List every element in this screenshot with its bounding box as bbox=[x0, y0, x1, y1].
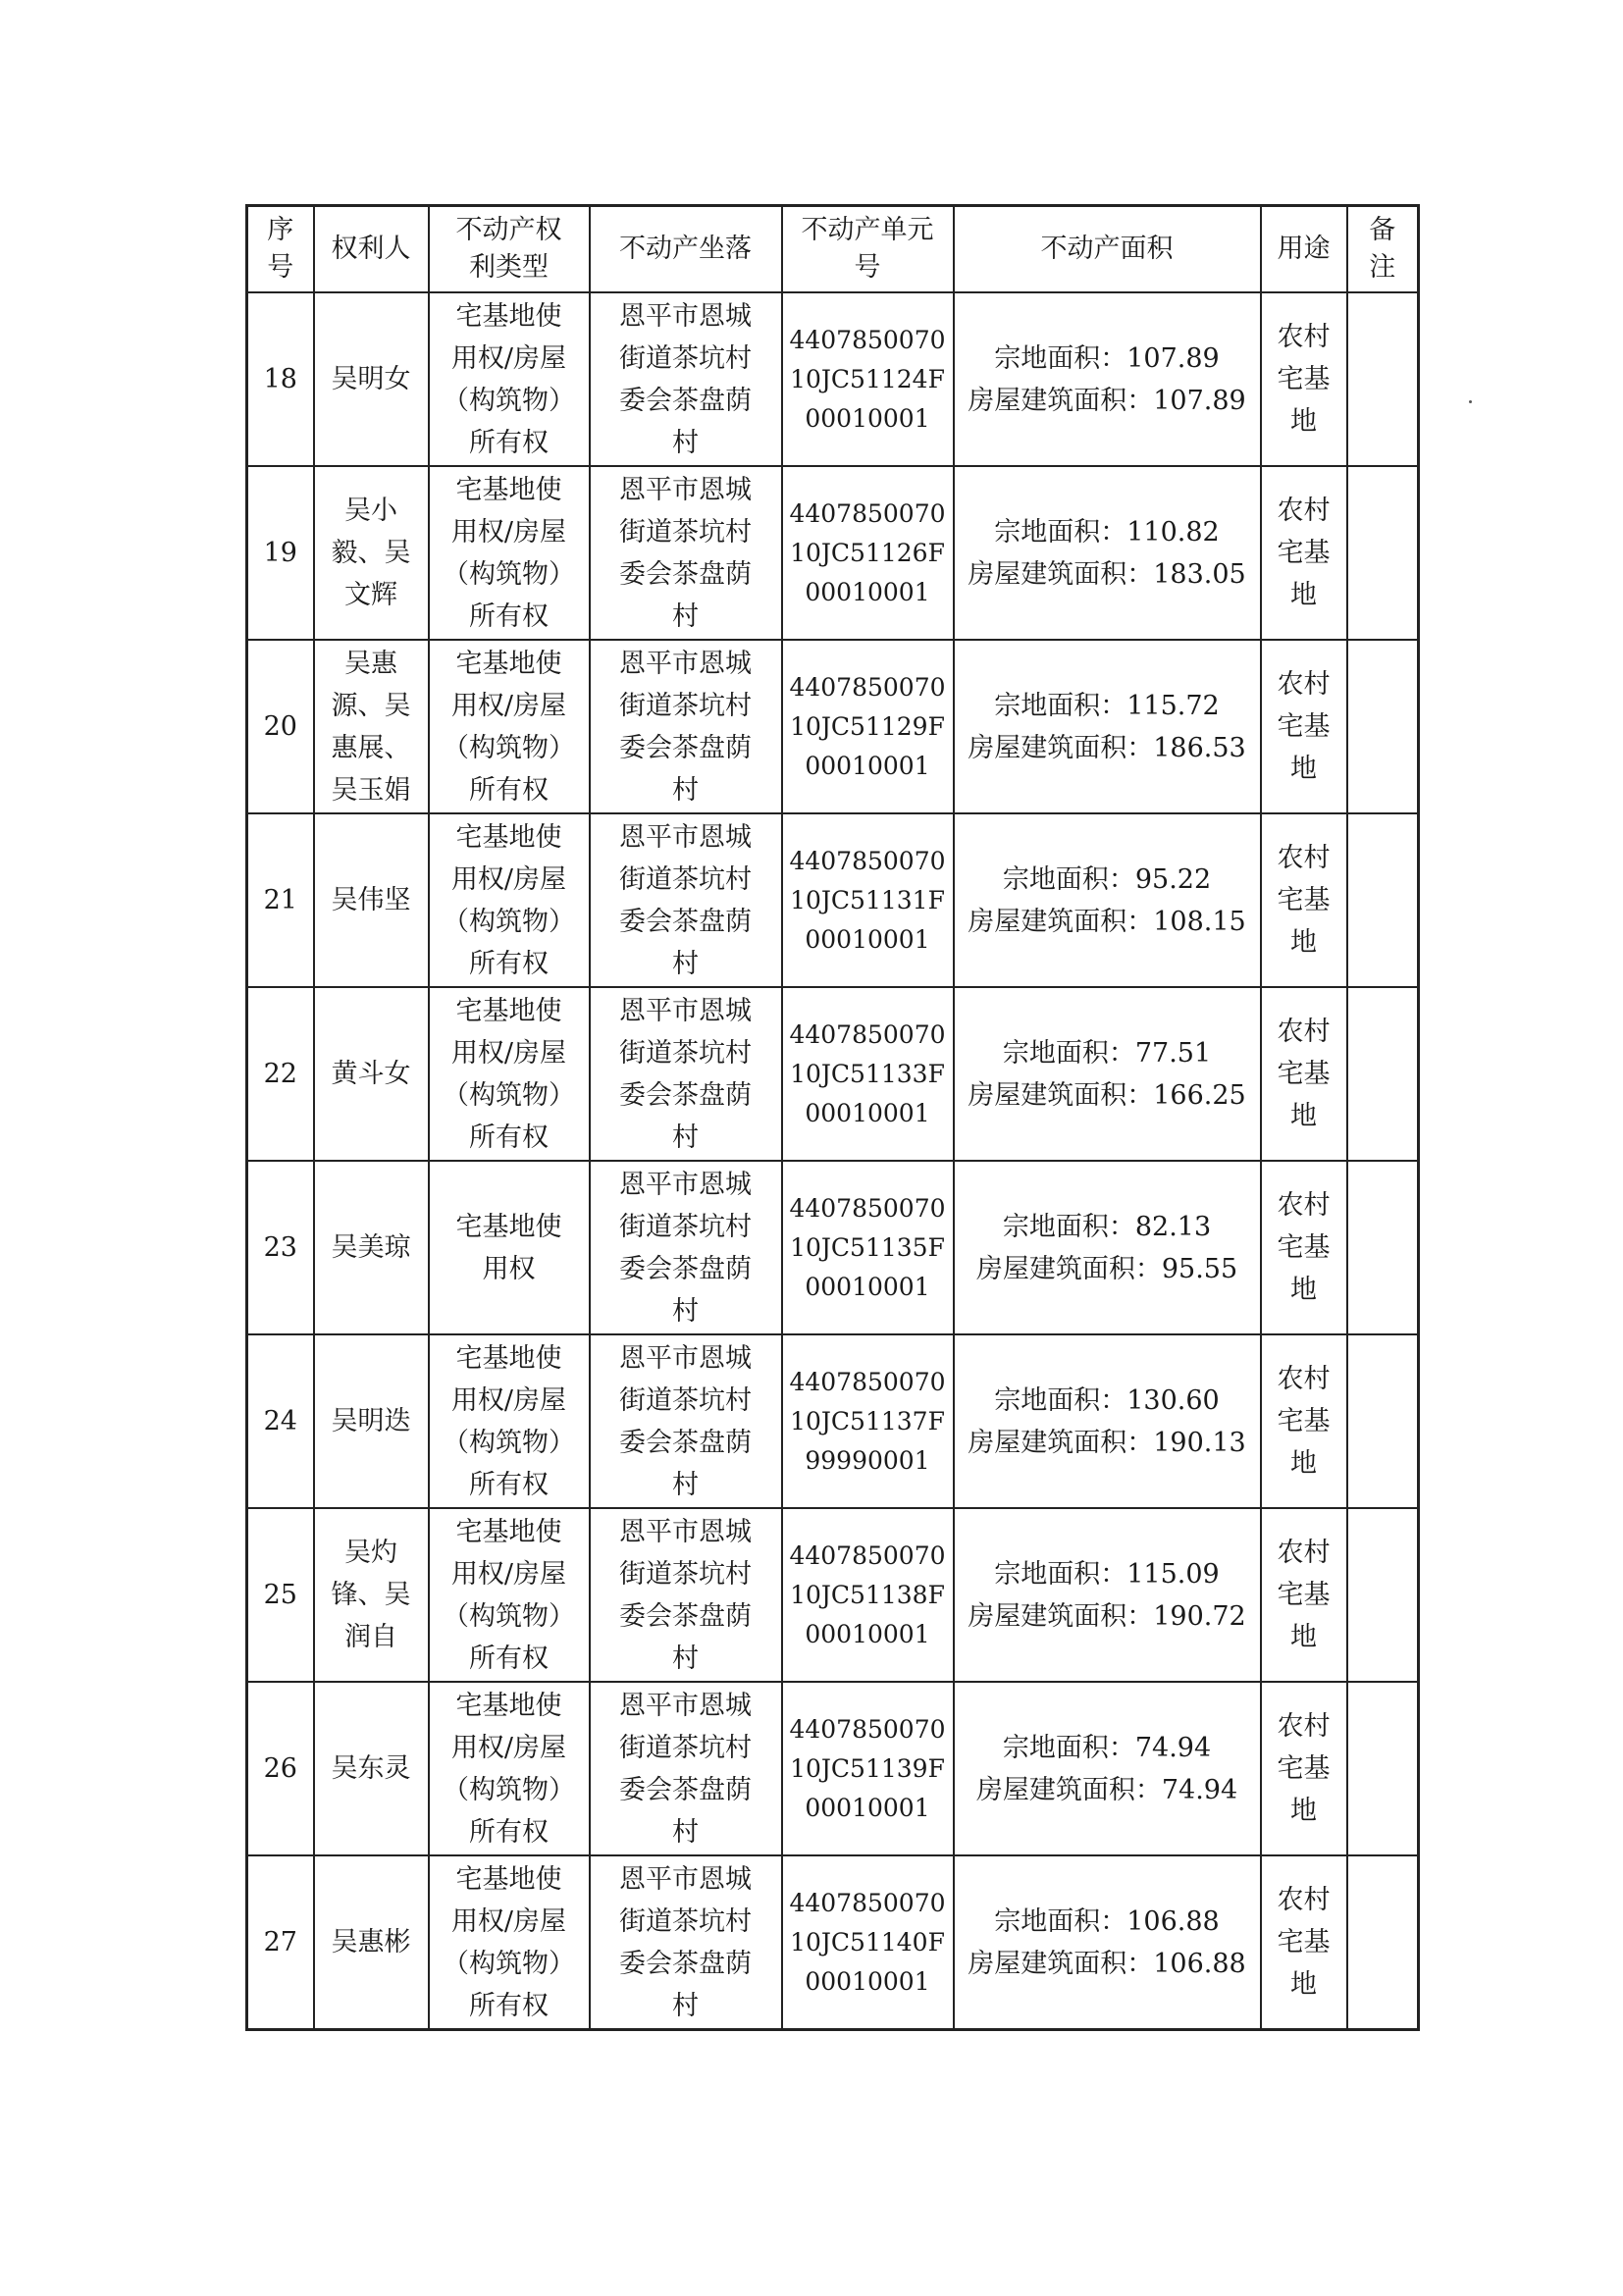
cell-area-line: 宗地面积：115.09 bbox=[994, 1558, 1220, 1590]
cell-location-line: 委会茶盘荫 bbox=[619, 1774, 752, 1805]
cell-unit-no-line: 00010001 bbox=[805, 751, 930, 780]
cell-holder bbox=[314, 813, 429, 987]
cell-location-line: 委会茶盘荫 bbox=[619, 385, 752, 416]
cell-right-type-line: 所有权 bbox=[469, 600, 549, 632]
header-remark: 备 注 bbox=[1347, 206, 1419, 293]
cell-location bbox=[590, 1855, 782, 2030]
cell-location-line: 街道茶坑村 bbox=[619, 516, 752, 548]
cell-use-line: 宅基 bbox=[1277, 364, 1331, 394]
cell-use bbox=[1261, 466, 1347, 640]
header-location: 不动产坐落 bbox=[590, 206, 782, 293]
cell-holder-line: 吴惠 bbox=[344, 648, 397, 679]
cell-location-line: 恩平市恩城 bbox=[619, 648, 752, 679]
cell-holder-line: 黄斗女 bbox=[331, 1059, 411, 1089]
cell-right-type-line: 用权/房屋 bbox=[450, 1558, 567, 1590]
cell-unit-no-line: 10JC51131F bbox=[790, 885, 945, 914]
cell-unit-no-line: 10JC51135F bbox=[790, 1232, 945, 1262]
cell-remark bbox=[1347, 1855, 1419, 2030]
cell-use bbox=[1261, 1161, 1347, 1334]
cell-area-line: 宗地面积：77.51 bbox=[1002, 1037, 1212, 1069]
cell-remark bbox=[1347, 1682, 1419, 1855]
cell-right-type-line: 宅基地使 bbox=[455, 1863, 562, 1895]
cell-location bbox=[590, 640, 782, 813]
table-row bbox=[247, 813, 1419, 987]
cell-use-line: 地 bbox=[1290, 1448, 1317, 1479]
cell-unit-no-line: 00010001 bbox=[805, 403, 930, 433]
cell-right-type-line: 宅基地使 bbox=[455, 821, 562, 853]
cell-right-type-line: 宅基地使 bbox=[455, 1516, 562, 1547]
cell-location-line: 街道茶坑村 bbox=[619, 1558, 752, 1590]
cell-unit-no bbox=[782, 987, 954, 1161]
cell-area-line: 房屋建筑面积：106.88 bbox=[968, 1948, 1246, 1979]
cell-right-type-line: （构筑物） bbox=[443, 732, 575, 763]
cell-holder-line: 锋、吴 bbox=[331, 1580, 411, 1610]
cell-location-line: 委会茶盘荫 bbox=[619, 1427, 752, 1458]
cell-unit-no-line: 4407850070 bbox=[789, 672, 946, 702]
cell-right-type-line: 宅基地使 bbox=[455, 995, 562, 1026]
cell-use bbox=[1261, 987, 1347, 1161]
cell-holder bbox=[314, 1334, 429, 1508]
cell-location-line: 委会茶盘荫 bbox=[619, 1600, 752, 1632]
cell-unit-no-line: 10JC51126F bbox=[790, 538, 945, 567]
cell-use-line: 宅基 bbox=[1277, 1059, 1331, 1089]
cell-location-line: 恩平市恩城 bbox=[619, 1516, 752, 1547]
cell-location-line: 恩平市恩城 bbox=[619, 300, 752, 332]
cell-use-line: 农村 bbox=[1277, 843, 1331, 873]
cell-area-line: 宗地面积：95.22 bbox=[1002, 863, 1212, 895]
cell-remark bbox=[1347, 466, 1419, 640]
cell-unit-no-line: 00010001 bbox=[805, 1966, 930, 1996]
cell-holder-line: 润自 bbox=[344, 1622, 397, 1652]
cell-unit-no-line: 10JC51139F bbox=[790, 1753, 945, 1783]
cell-right-type bbox=[429, 987, 590, 1161]
cell-right-type-line: 所有权 bbox=[469, 1469, 549, 1500]
cell-holder bbox=[314, 987, 429, 1161]
cell-use-line: 宅基 bbox=[1277, 1753, 1331, 1784]
cell-right-type bbox=[429, 466, 590, 640]
cell-use-line: 宅基 bbox=[1277, 1406, 1331, 1436]
cell-location-line: 恩平市恩城 bbox=[619, 1342, 752, 1374]
cell-right-type-line: 用权/房屋 bbox=[450, 516, 567, 548]
cell-area-line: 宗地面积：82.13 bbox=[1002, 1211, 1212, 1242]
header-right-type: 不动产权 利类型 bbox=[429, 206, 590, 293]
cell-holder-line: 吴灼 bbox=[344, 1538, 397, 1568]
cell-use bbox=[1261, 1855, 1347, 2030]
header-use: 用途 bbox=[1261, 206, 1347, 293]
cell-right-type-line: 用权/房屋 bbox=[450, 1384, 567, 1416]
cell-use-line: 农村 bbox=[1277, 669, 1331, 700]
cell-right-type-line: 所有权 bbox=[469, 1816, 549, 1848]
table-row bbox=[247, 987, 1419, 1161]
cell-unit-no-line: 4407850070 bbox=[789, 1540, 946, 1570]
cell-location bbox=[590, 987, 782, 1161]
cell-area-line: 宗地面积：130.60 bbox=[994, 1384, 1220, 1416]
cell-remark bbox=[1347, 1508, 1419, 1682]
cell-use-line: 宅基 bbox=[1277, 885, 1331, 915]
cell-holder bbox=[314, 292, 429, 466]
cell-seq: 26 bbox=[247, 1682, 314, 1855]
cell-holder-line: 吴伟坚 bbox=[331, 885, 411, 915]
cell-unit-no-line: 4407850070 bbox=[789, 846, 946, 875]
cell-use-line: 地 bbox=[1290, 1622, 1317, 1652]
cell-unit-no-line: 00010001 bbox=[805, 1098, 930, 1127]
cell-location-line: 村 bbox=[672, 1295, 699, 1327]
cell-unit-no-line: 4407850070 bbox=[789, 1888, 946, 1917]
table-row bbox=[247, 1682, 1419, 1855]
cell-seq: 24 bbox=[247, 1334, 314, 1508]
table-row bbox=[247, 1161, 1419, 1334]
cell-holder-line: 吴明迭 bbox=[331, 1406, 411, 1436]
cell-location-line: 村 bbox=[672, 427, 699, 458]
cell-holder-line: 吴小 bbox=[344, 496, 397, 526]
cell-seq: 27 bbox=[247, 1855, 314, 2030]
cell-area bbox=[954, 640, 1261, 813]
cell-holder-line: 吴美琼 bbox=[331, 1232, 411, 1263]
cell-right-type-line: （构筑物） bbox=[443, 1079, 575, 1111]
cell-right-type-line: （构筑物） bbox=[443, 906, 575, 937]
cell-unit-no bbox=[782, 1161, 954, 1334]
cell-right-type-line: （构筑物） bbox=[443, 1948, 575, 1979]
cell-right-type-line: 宅基地使 bbox=[455, 1690, 562, 1721]
cell-unit-no-line: 10JC51140F bbox=[790, 1927, 945, 1957]
cell-right-type bbox=[429, 1161, 590, 1334]
cell-area-line: 房屋建筑面积：190.72 bbox=[968, 1600, 1246, 1632]
table-row bbox=[247, 292, 1419, 466]
cell-right-type-line: 用权 bbox=[482, 1253, 536, 1284]
cell-area bbox=[954, 1161, 1261, 1334]
cell-use bbox=[1261, 292, 1347, 466]
cell-right-type-line: 宅基地使 bbox=[455, 1211, 562, 1242]
cell-right-type-line: 用权/房屋 bbox=[450, 1732, 567, 1763]
cell-location-line: 村 bbox=[672, 1643, 699, 1674]
scan-speck bbox=[1469, 400, 1472, 403]
cell-use-line: 宅基 bbox=[1277, 1232, 1331, 1263]
cell-remark bbox=[1347, 987, 1419, 1161]
cell-use-line: 农村 bbox=[1277, 1885, 1331, 1915]
cell-location-line: 恩平市恩城 bbox=[619, 1863, 752, 1895]
cell-seq: 21 bbox=[247, 813, 314, 987]
cell-area-line: 宗地面积：106.88 bbox=[994, 1905, 1220, 1937]
cell-location-line: 街道茶坑村 bbox=[619, 1384, 752, 1416]
cell-use-line: 农村 bbox=[1277, 1364, 1331, 1394]
cell-holder-line: 吴惠彬 bbox=[331, 1927, 411, 1957]
cell-area-line: 房屋建筑面积：166.25 bbox=[968, 1079, 1246, 1111]
cell-holder bbox=[314, 1161, 429, 1334]
cell-location bbox=[590, 813, 782, 987]
cell-area-line: 房屋建筑面积：190.13 bbox=[968, 1427, 1246, 1458]
cell-area bbox=[954, 292, 1261, 466]
cell-location-line: 村 bbox=[672, 600, 699, 632]
cell-remark bbox=[1347, 813, 1419, 987]
cell-location-line: 恩平市恩城 bbox=[619, 474, 752, 505]
header-holder: 权利人 bbox=[314, 206, 429, 293]
cell-seq: 25 bbox=[247, 1508, 314, 1682]
cell-use bbox=[1261, 813, 1347, 987]
cell-location-line: 街道茶坑村 bbox=[619, 1905, 752, 1937]
cell-unit-no bbox=[782, 1682, 954, 1855]
cell-area-line: 宗地面积：110.82 bbox=[994, 516, 1220, 548]
cell-use-line: 农村 bbox=[1277, 1017, 1331, 1047]
cell-unit-no-line: 00010001 bbox=[805, 1619, 930, 1648]
cell-unit-no-line: 10JC51129F bbox=[790, 711, 945, 741]
cell-unit-no-line: 10JC51137F bbox=[790, 1406, 945, 1435]
cell-use-line: 农村 bbox=[1277, 322, 1331, 352]
cell-location-line: 委会茶盘荫 bbox=[619, 1948, 752, 1979]
cell-use-line: 地 bbox=[1290, 1796, 1317, 1826]
cell-holder bbox=[314, 466, 429, 640]
cell-seq: 20 bbox=[247, 640, 314, 813]
cell-location-line: 街道茶坑村 bbox=[619, 863, 752, 895]
cell-location bbox=[590, 466, 782, 640]
cell-unit-no bbox=[782, 1855, 954, 2030]
cell-area-line: 房屋建筑面积：74.94 bbox=[975, 1774, 1238, 1805]
cell-use-line: 农村 bbox=[1277, 496, 1331, 526]
cell-unit-no bbox=[782, 813, 954, 987]
cell-right-type-line: 所有权 bbox=[469, 774, 549, 806]
cell-remark bbox=[1347, 1334, 1419, 1508]
cell-use-line: 地 bbox=[1290, 927, 1317, 958]
cell-location-line: 村 bbox=[672, 1990, 699, 2021]
cell-unit-no bbox=[782, 1508, 954, 1682]
cell-area-line: 房屋建筑面积：186.53 bbox=[968, 732, 1246, 763]
cell-seq: 18 bbox=[247, 292, 314, 466]
cell-unit-no-line: 10JC51124F bbox=[790, 364, 945, 393]
cell-right-type bbox=[429, 813, 590, 987]
cell-unit-no-line: 4407850070 bbox=[789, 1714, 946, 1744]
cell-right-type-line: 所有权 bbox=[469, 948, 549, 979]
table-row bbox=[247, 640, 1419, 813]
cell-location-line: 街道茶坑村 bbox=[619, 342, 752, 374]
cell-holder-line: 吴玉娟 bbox=[331, 774, 411, 806]
header-unit-no: 不动产单元 号 bbox=[782, 206, 954, 293]
cell-holder-line: 毅、吴 bbox=[331, 538, 411, 568]
cell-seq: 22 bbox=[247, 987, 314, 1161]
header-seq: 序 号 bbox=[247, 206, 314, 293]
cell-right-type-line: 所有权 bbox=[469, 427, 549, 458]
cell-area-line: 房屋建筑面积：108.15 bbox=[968, 906, 1246, 937]
cell-location-line: 街道茶坑村 bbox=[619, 1211, 752, 1242]
cell-use-line: 宅基 bbox=[1277, 538, 1331, 568]
cell-location-line: 委会茶盘荫 bbox=[619, 732, 752, 763]
cell-area bbox=[954, 466, 1261, 640]
cell-seq: 19 bbox=[247, 466, 314, 640]
cell-holder bbox=[314, 1508, 429, 1682]
cell-location bbox=[590, 292, 782, 466]
cell-location-line: 恩平市恩城 bbox=[619, 821, 752, 853]
cell-area-line: 宗地面积：115.72 bbox=[994, 690, 1220, 721]
table-row bbox=[247, 466, 1419, 640]
cell-unit-no-line: 00010001 bbox=[805, 577, 930, 606]
cell-right-type bbox=[429, 1855, 590, 2030]
cell-area-line: 房屋建筑面积：183.05 bbox=[968, 558, 1246, 590]
cell-use-line: 地 bbox=[1290, 754, 1317, 784]
cell-area bbox=[954, 987, 1261, 1161]
cell-holder-line: 吴明女 bbox=[331, 364, 411, 394]
cell-use-line: 地 bbox=[1290, 1969, 1317, 2000]
cell-right-type-line: 宅基地使 bbox=[455, 648, 562, 679]
cell-use-line: 农村 bbox=[1277, 1538, 1331, 1568]
cell-holder bbox=[314, 640, 429, 813]
cell-location bbox=[590, 1682, 782, 1855]
cell-holder bbox=[314, 1855, 429, 2030]
cell-location-line: 恩平市恩城 bbox=[619, 1690, 752, 1721]
cell-holder-line: 源、吴 bbox=[331, 690, 411, 721]
table-row bbox=[247, 1334, 1419, 1508]
cell-right-type bbox=[429, 292, 590, 466]
cell-location-line: 村 bbox=[672, 948, 699, 979]
cell-area-line: 宗地面积：107.89 bbox=[994, 342, 1220, 374]
cell-use-line: 地 bbox=[1290, 406, 1317, 437]
cell-right-type-line: （构筑物） bbox=[443, 1774, 575, 1805]
cell-location-line: 村 bbox=[672, 1122, 699, 1153]
cell-right-type-line: 用权/房屋 bbox=[450, 690, 567, 721]
cell-use-line: 宅基 bbox=[1277, 1927, 1331, 1957]
cell-unit-no-line: 10JC51138F bbox=[790, 1580, 945, 1609]
cell-right-type-line: 宅基地使 bbox=[455, 1342, 562, 1374]
cell-right-type-line: 宅基地使 bbox=[455, 474, 562, 505]
cell-unit-no-line: 4407850070 bbox=[789, 1019, 946, 1049]
cell-location-line: 委会茶盘荫 bbox=[619, 906, 752, 937]
cell-use-line: 地 bbox=[1290, 1101, 1317, 1131]
cell-right-type-line: 用权/房屋 bbox=[450, 863, 567, 895]
cell-use-line: 地 bbox=[1290, 1275, 1317, 1305]
cell-unit-no-line: 4407850070 bbox=[789, 1367, 946, 1396]
cell-use-line: 宅基 bbox=[1277, 1580, 1331, 1610]
cell-right-type-line: （构筑物） bbox=[443, 385, 575, 416]
cell-location bbox=[590, 1161, 782, 1334]
cell-location-line: 委会茶盘荫 bbox=[619, 1079, 752, 1111]
cell-holder-line: 吴东灵 bbox=[331, 1753, 411, 1784]
cell-right-type bbox=[429, 1334, 590, 1508]
cell-right-type-line: 用权/房屋 bbox=[450, 342, 567, 374]
cell-unit-no-line: 99990001 bbox=[805, 1445, 930, 1475]
cell-unit-no-line: 00010001 bbox=[805, 1272, 930, 1301]
header-area: 不动产面积 bbox=[954, 206, 1261, 293]
cell-unit-no-line: 00010001 bbox=[805, 1793, 930, 1822]
cell-location-line: 街道茶坑村 bbox=[619, 1732, 752, 1763]
cell-location bbox=[590, 1334, 782, 1508]
property-registry-table bbox=[245, 204, 1420, 2031]
cell-location-line: 委会茶盘荫 bbox=[619, 1253, 752, 1284]
cell-right-type-line: 所有权 bbox=[469, 1643, 549, 1674]
cell-holder-line: 文辉 bbox=[344, 580, 397, 610]
cell-area-line: 房屋建筑面积：95.55 bbox=[975, 1253, 1238, 1284]
cell-right-type bbox=[429, 1682, 590, 1855]
cell-unit-no-line: 4407850070 bbox=[789, 1193, 946, 1223]
cell-unit-no-line: 10JC51133F bbox=[790, 1059, 945, 1088]
cell-right-type bbox=[429, 1508, 590, 1682]
cell-right-type bbox=[429, 640, 590, 813]
cell-area-line: 房屋建筑面积：107.89 bbox=[968, 385, 1246, 416]
cell-area bbox=[954, 1508, 1261, 1682]
cell-location-line: 恩平市恩城 bbox=[619, 995, 752, 1026]
cell-location-line: 村 bbox=[672, 1816, 699, 1848]
cell-right-type-line: 宅基地使 bbox=[455, 300, 562, 332]
cell-location-line: 街道茶坑村 bbox=[619, 690, 752, 721]
cell-location-line: 村 bbox=[672, 774, 699, 806]
cell-use bbox=[1261, 1682, 1347, 1855]
cell-unit-no-line: 4407850070 bbox=[789, 498, 946, 528]
cell-right-type-line: （构筑物） bbox=[443, 1427, 575, 1458]
cell-unit-no-line: 00010001 bbox=[805, 924, 930, 954]
table-row bbox=[247, 1508, 1419, 1682]
cell-area bbox=[954, 1682, 1261, 1855]
cell-use-line: 宅基 bbox=[1277, 711, 1331, 742]
table-header-row bbox=[247, 206, 1419, 293]
table-row bbox=[247, 1855, 1419, 2030]
cell-location-line: 委会茶盘荫 bbox=[619, 558, 752, 590]
cell-unit-no bbox=[782, 466, 954, 640]
cell-area-line: 宗地面积：74.94 bbox=[1002, 1732, 1212, 1763]
cell-remark bbox=[1347, 292, 1419, 466]
cell-use-line: 地 bbox=[1290, 580, 1317, 610]
cell-area bbox=[954, 1334, 1261, 1508]
cell-location-line: 恩平市恩城 bbox=[619, 1169, 752, 1200]
cell-right-type-line: 用权/房屋 bbox=[450, 1905, 567, 1937]
cell-use bbox=[1261, 640, 1347, 813]
cell-use bbox=[1261, 1334, 1347, 1508]
cell-right-type-line: 用权/房屋 bbox=[450, 1037, 567, 1069]
cell-holder bbox=[314, 1682, 429, 1855]
cell-area bbox=[954, 813, 1261, 987]
cell-unit-no bbox=[782, 640, 954, 813]
cell-holder-line: 惠展、 bbox=[331, 732, 411, 763]
cell-right-type-line: 所有权 bbox=[469, 1122, 549, 1153]
cell-location-line: 街道茶坑村 bbox=[619, 1037, 752, 1069]
cell-right-type-line: （构筑物） bbox=[443, 558, 575, 590]
cell-right-type-line: （构筑物） bbox=[443, 1600, 575, 1632]
cell-seq: 23 bbox=[247, 1161, 314, 1334]
cell-remark bbox=[1347, 640, 1419, 813]
cell-use bbox=[1261, 1508, 1347, 1682]
cell-unit-no bbox=[782, 292, 954, 466]
cell-location-line: 村 bbox=[672, 1469, 699, 1500]
cell-location bbox=[590, 1508, 782, 1682]
cell-right-type-line: 所有权 bbox=[469, 1990, 549, 2021]
cell-unit-no bbox=[782, 1334, 954, 1508]
cell-area bbox=[954, 1855, 1261, 2030]
cell-remark bbox=[1347, 1161, 1419, 1334]
cell-unit-no-line: 4407850070 bbox=[789, 325, 946, 354]
cell-use-line: 农村 bbox=[1277, 1190, 1331, 1221]
cell-use-line: 农村 bbox=[1277, 1711, 1331, 1742]
